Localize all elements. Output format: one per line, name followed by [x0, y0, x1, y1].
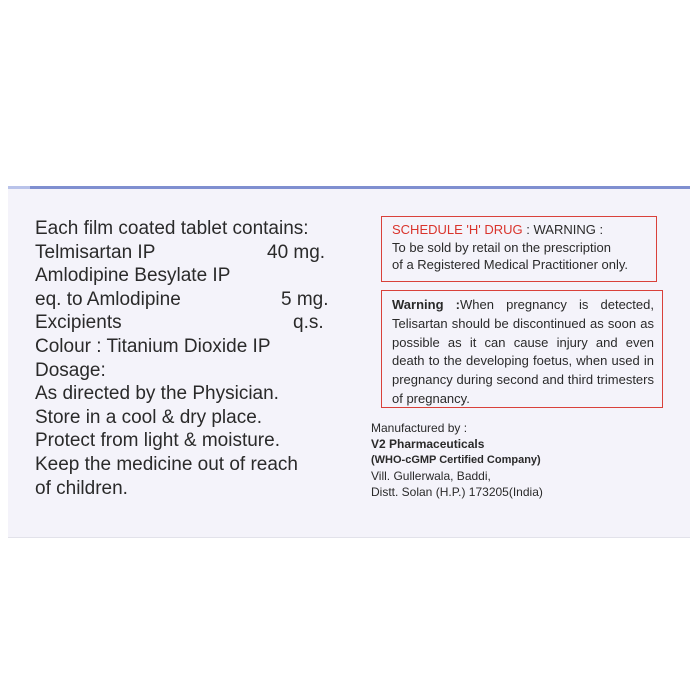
schedule-heading: [392, 221, 650, 239]
ingredient-name: Telmisartan IP: [35, 241, 156, 263]
ingredient-name: Excipients: [35, 312, 122, 334]
warning-label: Warning :: [392, 297, 460, 312]
composition-row-amlodipine: [35, 288, 345, 312]
schedule-title: SCHEDULE 'H' DRUG: [392, 222, 523, 237]
manufacturer-name: V2 Pharmaceuticals: [371, 437, 485, 451]
medicine-carton-panel: [8, 186, 690, 537]
instruction-line: Keep the medicine out of reach: [35, 453, 299, 475]
schedule-h-warning-box: [381, 216, 657, 282]
dosage-label: Dosage:: [35, 359, 106, 381]
manufacturer-info: [371, 420, 661, 500]
composition-row-telmisartan: [35, 241, 345, 265]
colour-line: Colour : Titanium Dioxide IP: [35, 335, 271, 357]
manufacturer-certification: (WHO-cGMP Certified Company): [371, 454, 541, 466]
instruction-line: Protect from light & moisture.: [35, 430, 280, 452]
schedule-line: To be sold by retail on the prescription: [392, 239, 611, 255]
warning-text: When pregnancy is detected, Telisartan should be discontinued as soon as possible as it can cause injury and even death to the developing foetus, when used in pregnancy during second and third trimesters of pregnancy.: [392, 297, 654, 406]
composition-section: [35, 217, 345, 500]
composition-row-excipients: [35, 311, 345, 335]
ingredient-name: eq. to Amlodipine: [35, 288, 181, 310]
instruction-line: of children.: [35, 477, 128, 499]
manufacturer-label: Manufactured by :: [371, 421, 468, 435]
ingredient-amount: 40 mg.: [267, 241, 326, 263]
composition-heading: Each film coated tablet contains:: [35, 218, 309, 239]
manufacturer-address: Vill. Gullerwala, Baddi,: [371, 469, 491, 483]
instruction-line: As directed by the Physician.: [35, 383, 279, 405]
ingredient-amount: 5 mg.: [281, 288, 329, 310]
schedule-line: of a Registered Medical Practitioner only.: [392, 257, 629, 273]
schedule-warning-label: : WARNING :: [522, 222, 604, 237]
composition-row-amlodipine-besylate: [35, 264, 345, 288]
instruction-line: Store in a cool & dry place.: [35, 406, 263, 428]
pregnancy-warning-box: [381, 290, 663, 408]
manufacturer-address: Distt. Solan (H.P.) 173205(India): [371, 485, 543, 499]
ingredient-amount: q.s.: [293, 312, 324, 334]
ingredient-name: Amlodipine Besylate IP: [35, 265, 231, 287]
